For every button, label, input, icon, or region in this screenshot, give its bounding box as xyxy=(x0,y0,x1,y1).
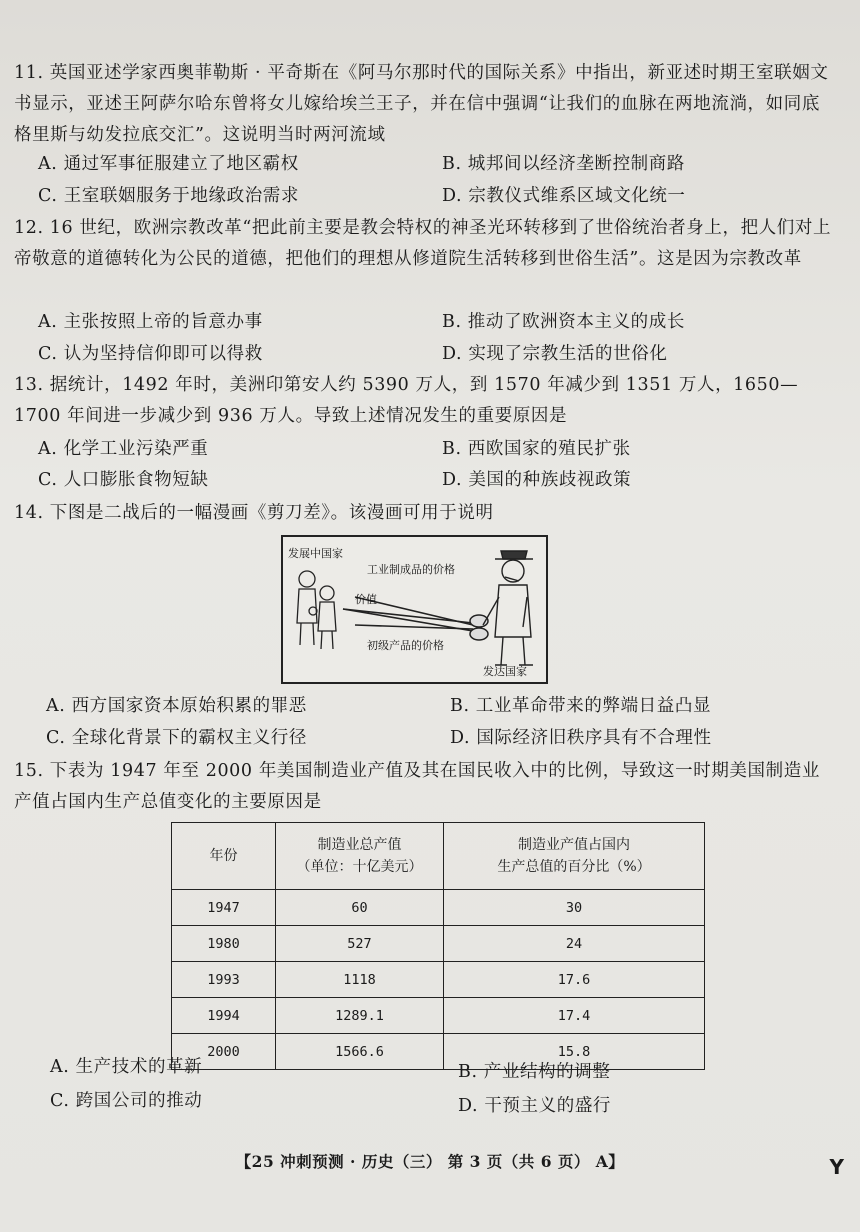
table-cell: 1566.6 xyxy=(276,1034,444,1070)
q13-option-d[interactable]: D. 美国的种族歧视政策 xyxy=(442,470,632,490)
q15-option-c[interactable]: C. 跨国公司的推动 xyxy=(50,1091,203,1111)
table-cell: 30 xyxy=(444,890,705,926)
q14-option-c[interactable]: C. 全球化背景下的霸权主义行径 xyxy=(46,728,307,748)
table-cell: 1980 xyxy=(172,926,276,962)
question-15 xyxy=(14,756,834,818)
table-cell: 527 xyxy=(276,926,444,962)
q15-option-a[interactable]: A. 生产技术的革新 xyxy=(50,1057,203,1077)
q13-option-c[interactable]: C. 人口膨胀食物短缺 xyxy=(38,470,209,490)
manufacturing-table xyxy=(171,822,705,1070)
label-industrial-price: 工业制成品的价格 xyxy=(367,563,455,576)
table-row xyxy=(172,890,705,926)
scissors-cartoon xyxy=(281,535,548,684)
question-14-stem: 14. 下图是二战后的一幅漫画《剪刀差》。该漫画可用于说明 xyxy=(14,503,494,523)
table-cell: 17.6 xyxy=(444,962,705,998)
label-primary-price: 初级产品的价格 xyxy=(367,639,444,652)
question-13 xyxy=(14,370,834,432)
q11-option-b[interactable]: B. 城邦间以经济垄断控制商路 xyxy=(442,154,685,174)
q15-option-b[interactable]: B. 产业结构的调整 xyxy=(458,1062,611,1082)
corner-mark: Y xyxy=(829,1155,844,1179)
table-cell: 2000 xyxy=(172,1034,276,1070)
table-row xyxy=(172,926,705,962)
q12-option-c[interactable]: C. 认为坚持信仰即可以得救 xyxy=(38,344,263,364)
q11-option-a[interactable]: A. 通过军事征服建立了地区霸权 xyxy=(38,154,299,174)
table-header: 制造业总产值 （单位：十亿美元） xyxy=(276,823,444,890)
table-cell: 1947 xyxy=(172,890,276,926)
question-11-stem: 11. 英国亚述学家西奥菲勒斯 · 平奇斯在《阿马尔那时代的国际关系》中指出，新亚述时期王室联姻文书显示，亚述王阿萨尔哈东曾将女儿嫁给埃兰王子，并在信中强调“让我们的血脉在两地流淌，如同底格里斯与幼发拉底交汇”。这说明当时两河流域 xyxy=(14,63,829,145)
q12-option-d[interactable]: D. 实现了宗教生活的世俗化 xyxy=(442,344,668,364)
q15-option-d[interactable]: D. 干预主义的盛行 xyxy=(458,1096,612,1116)
q14-option-a[interactable]: A. 西方国家资本原始积累的罪恶 xyxy=(46,696,307,716)
table-cell: 1994 xyxy=(172,998,276,1034)
table-header-row xyxy=(172,823,705,890)
question-12-stem: 12. 16 世纪，欧洲宗教改革“把此前主要是教会特权的神圣光环转移到了世俗统治者身上，把人们对上帝敬意的道德转化为公民的道德，把他们的理想从修道院生活转移到世俗生活”。这是因为宗教改革 xyxy=(14,218,832,269)
table-row xyxy=(172,998,705,1034)
q11-option-c[interactable]: C. 王室联姻服务于地缘政治需求 xyxy=(38,186,299,206)
q12-option-a[interactable]: A. 主张按照上帝的旨意办事 xyxy=(38,312,263,332)
table-cell: 1289.1 xyxy=(276,998,444,1034)
question-12 xyxy=(14,213,834,275)
page-footer: 【25 冲刺预测 · 历史（三） 第 3 页（共 6 页） A】 xyxy=(235,1152,625,1171)
question-14 xyxy=(14,498,834,529)
question-11 xyxy=(14,58,834,151)
table-cell: 24 xyxy=(444,926,705,962)
table-row xyxy=(172,1034,705,1070)
table-header: 年份 xyxy=(172,823,276,890)
table-header: 制造业产值占国内 生产总值的百分比（%） xyxy=(444,823,705,890)
table-cell: 1993 xyxy=(172,962,276,998)
table-row xyxy=(172,962,705,998)
q14-option-b[interactable]: B. 工业革命带来的弊端日益凸显 xyxy=(450,696,712,716)
table-cell: 15.8 xyxy=(444,1034,705,1070)
q11-option-d[interactable]: D. 宗教仪式维系区域文化统一 xyxy=(442,186,686,206)
q13-option-a[interactable]: A. 化学工业污染严重 xyxy=(38,439,209,459)
table-cell: 1118 xyxy=(276,962,444,998)
table-cell: 17.4 xyxy=(444,998,705,1034)
question-15-stem: 15. 下表为 1947 年至 2000 年美国制造业产值及其在国民收入中的比例，导致这一时期美国制造业产值占国内生产总值变化的主要原因是 xyxy=(14,761,820,812)
q14-option-d[interactable]: D. 国际经济旧秩序具有不合理性 xyxy=(450,728,712,748)
question-13-stem: 13. 据统计，1492 年时，美洲印第安人约 5390 万人，到 1570 年减少到 1351 万人，1650—1700 年间进一步减少到 936 万人。导致上述情况发生的重要原因是 xyxy=(14,375,799,426)
q13-option-b[interactable]: B. 西欧国家的殖民扩张 xyxy=(442,439,631,459)
table-cell: 60 xyxy=(276,890,444,926)
q12-option-b[interactable]: B. 推动了欧洲资本主义的成长 xyxy=(442,312,685,332)
label-developed-countries: 发达国家 xyxy=(483,665,527,678)
label-value: 价值 xyxy=(355,593,377,606)
label-developing-countries: 发展中国家 xyxy=(288,547,343,560)
